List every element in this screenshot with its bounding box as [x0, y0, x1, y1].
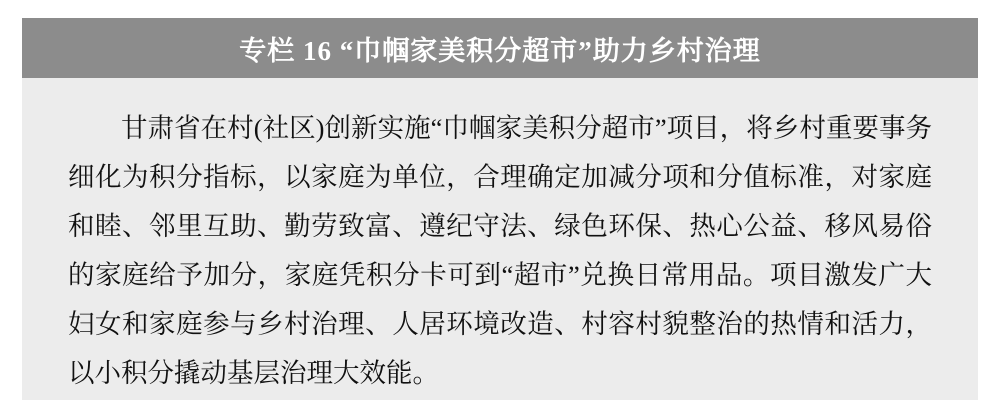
callout-box — [22, 18, 978, 400]
callout-box-title: 专栏 16 “巾帼家美积分超市”助力乡村治理 — [239, 35, 761, 66]
callout-box-header — [22, 18, 978, 78]
callout-box-body — [22, 78, 978, 400]
callout-box-paragraph: 甘肃省在村(社区)创新实施“巾帼家美积分超市”项目，将乡村重要事务细化为积分指标，以家庭为单位，合理确定加减分项和分值标准，对家庭和睦、邻里互助、勤劳致富、遵纪守法、绿色环保、热心公益、移风易俗的家庭给予加分，家庭凭积分卡可到“超市”兑换日常用品。项目激发广大妇女和家庭参与乡村治理、人居环境改造、村容村貌整治的热情和活力，以小积分撬动基层治理大效能。 — [68, 113, 932, 388]
